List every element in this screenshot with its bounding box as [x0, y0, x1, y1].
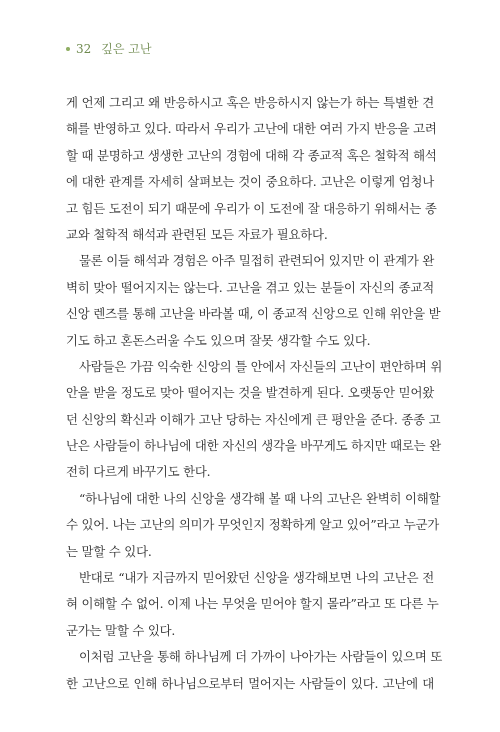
chapter-title: 깊은 고난 [101, 42, 152, 56]
text-line: 신앙 렌즈를 통해 고난을 바라볼 때, 이 종교적 신앙으로 인해 위안을 받 [66, 306, 441, 322]
text-line: 반대로 “내가 지금까지 믿어왔던 신앙을 생각해보면 나의 고난은 전 [79, 570, 434, 586]
bullet-dot-icon [66, 47, 70, 51]
text-line: 벽히 맞아 떨어지지는 않는다. 고난을 겪고 있는 분들이 자신의 종교적 [66, 279, 434, 295]
text-line: 던 신앙의 확신과 이해가 고난 당하는 자신에게 큰 평안을 준다. 종종 고 [66, 411, 441, 427]
body-text [66, 90, 443, 697]
text-line: 고 힘든 도전이 되기 때문에 우리가 이 도전에 잘 대응하기 위해서는 종 [66, 200, 437, 216]
running-header [66, 40, 151, 57]
text-line: 물론 이들 해석과 경험은 아주 밀접히 관련되어 있지만 이 관계가 완 [79, 253, 435, 269]
text-line: 군가는 말할 수 있다. [66, 622, 176, 638]
text-line: 교와 철학적 해석과 관련된 모든 자료가 필요하다. [66, 226, 328, 242]
text-line: 는 말할 수 있다. [66, 543, 152, 559]
text-line: 사람들은 가끔 익숙한 신앙의 틀 안에서 자신들의 고난이 편안하며 위 [79, 358, 443, 374]
text-line: 기도 하고 혼돈스러울 수도 있으며 잘못 생각할 수도 있다. [66, 332, 371, 348]
text-line: 한 고난으로 인해 하나님으로부터 멀어지는 사람들이 있다. 고난에 대 [66, 675, 434, 691]
text-line: 전히 다르게 바꾸기도 한다. [66, 464, 211, 480]
text-line: 에 대한 관계를 자세히 살펴보는 것이 중요하다. 고난은 이렇게 엄청나 [66, 174, 434, 190]
text-line: 안을 받을 정도로 맞아 떨어지는 것을 발견하게 된다. 오랫동안 믿어왔 [66, 385, 434, 401]
text-line: “하나님에 대한 나의 신앙을 생각해 볼 때 나의 고난은 완벽히 이해할 [79, 490, 441, 506]
text-line: 해를 반영하고 있다. 따라서 우리가 고난에 대한 여러 가지 반응을 고려 [66, 121, 437, 137]
page-number: 32 [76, 41, 92, 56]
text-line: 이처럼 고난을 통해 하나님께 더 가까이 나아가는 사람들이 있으며 또 [79, 649, 443, 665]
text-line: 난은 사람들이 하나님에 대한 자신의 생각을 바꾸게도 하지만 때로는 완 [66, 438, 441, 454]
text-line: 수 있어. 나는 고난의 의미가 무엇인지 정확하게 알고 있어”라고 누군가 [66, 517, 440, 533]
text-line: 게 언제 그리고 왜 반응하시고 혹은 반응하시지 않는가 하는 특별한 견 [66, 95, 434, 110]
text-line: 할 때 분명하고 생생한 고난의 경험에 대해 각 종교적 혹은 철학적 해석 [66, 147, 437, 163]
text-line: 혀 이해할 수 없어. 이제 나는 무엇을 믿어야 할지 몰라”라고 또 다른 누 [66, 596, 439, 612]
